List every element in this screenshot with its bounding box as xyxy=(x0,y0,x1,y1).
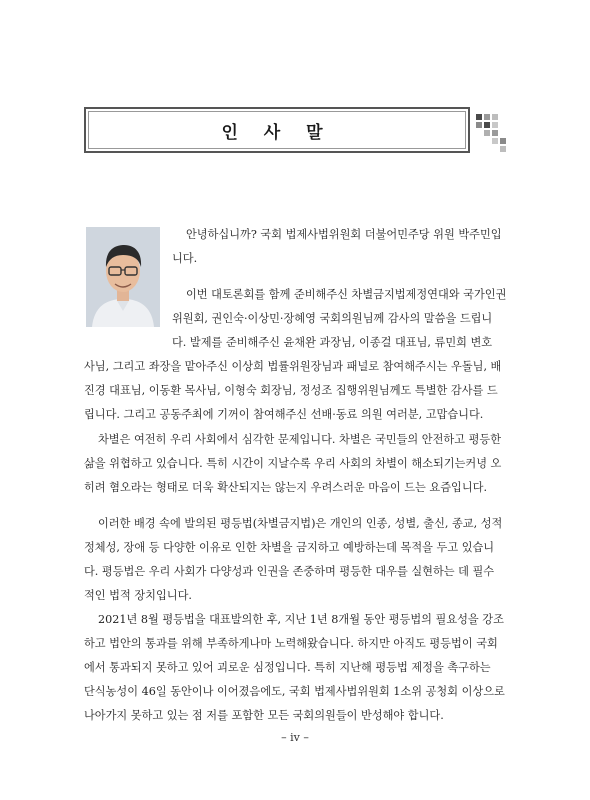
deco-square xyxy=(492,138,498,144)
text-line: 이러한 배경 속에 발의된 평등법(차별금지법)은 개인의 인종, 성별, 출신, 종교, 성적 xyxy=(98,517,503,530)
paragraph-greeting xyxy=(172,223,506,271)
deco-square xyxy=(492,122,498,128)
text-line: 단식농성이 46일 동안이나 이어졌음에도, 국회 법제사법위원회 1소위 공청회 이상으로 xyxy=(84,685,505,698)
text-line: 히려 혐오라는 형태로 더욱 확산되지는 않는지 우려스러운 마음이 드는 요즘입니다. xyxy=(84,481,488,494)
paragraph-discrimination xyxy=(84,428,508,500)
page-number: – iv – xyxy=(281,731,309,744)
deco-square xyxy=(484,130,490,136)
deco-square xyxy=(484,114,490,120)
text-line: 니다. xyxy=(172,252,198,265)
text-line: 다. 평등법은 우리 사회가 다양성과 인권을 존중하며 평등한 대우를 실현하는 데 필수 xyxy=(84,565,495,578)
paragraph-thanks xyxy=(172,283,506,355)
text-line: 삶을 위협하고 있습니다. 특히 시간이 지날수록 우리 사회의 차별이 해소되기는커녕 오 xyxy=(84,457,502,470)
text-line: 다. 발제를 준비해주신 윤채완 과장님, 이종걸 대표님, 류민희 변호 xyxy=(172,336,493,349)
deco-square xyxy=(500,146,506,152)
text-line: 정체성, 장애 등 다양한 이유로 인한 차별을 금지하고 예방하는데 목적을 두고 있습니 xyxy=(84,541,495,554)
text-line: 진경 대표님, 이동환 목사님, 이형숙 회장님, 정성조 집행위원님께도 특별한 감사를 드 xyxy=(84,384,498,397)
text-line: 나아가지 못하고 있는 점 저를 포함한 모든 국회의원들이 반성해야 합니다. xyxy=(84,709,444,722)
text-line: 2021년 8월 평등법을 대표발의한 후, 지난 1년 8개월 동안 평등법의 필요성을 강조 xyxy=(98,613,504,626)
text-line: 이번 대토론회를 함께 준비해주신 차별금지법제정연대와 국가인권 xyxy=(186,288,507,301)
text-line: 사님, 그리고 좌장을 맡아주신 이상희 법률위원장님과 패널로 참여해주시는 우돌님, 배 xyxy=(84,360,502,373)
paragraph-thanks-cont xyxy=(84,355,508,427)
text-line: 립니다. 그리고 공동주최에 기꺼이 참여해주신 선배·동료 의원 여러분, 고맙습니다. xyxy=(84,408,484,421)
deco-square xyxy=(476,122,482,128)
portrait-image xyxy=(86,227,160,327)
deco-square xyxy=(476,114,482,120)
title-box xyxy=(84,107,470,153)
paragraph-2021 xyxy=(84,608,508,728)
decorative-squares xyxy=(476,114,506,156)
deco-square xyxy=(500,138,506,144)
author-photo xyxy=(86,227,160,327)
deco-square xyxy=(492,130,498,136)
paragraph-equality-law xyxy=(84,512,508,608)
deco-square xyxy=(492,114,498,120)
deco-square xyxy=(484,122,490,128)
page-title: 인 사 말 xyxy=(221,122,333,143)
text-line: 적인 법적 장치입니다. xyxy=(84,589,192,602)
text-line: 차별은 여전히 우리 사회에서 심각한 문제입니다. 차별은 국민들의 안전하고 평등한 xyxy=(98,433,502,446)
text-line: 하고 법안의 통과를 위해 부족하게나마 노력해왔습니다. 하지만 아직도 평등법이 국회 xyxy=(84,637,498,650)
text-line: 위원회, 권인숙·이상민·장혜영 국회의원님께 감사의 말씀을 드립니 xyxy=(172,312,493,325)
text-line: 에서 통과되지 못하고 있어 괴로운 심정입니다. 특히 지난해 평등법 제정을 촉구하는 xyxy=(84,661,491,674)
text-line: 안녕하십니까? 국회 법제사법위원회 더불어민주당 위원 박주민입 xyxy=(186,228,502,241)
